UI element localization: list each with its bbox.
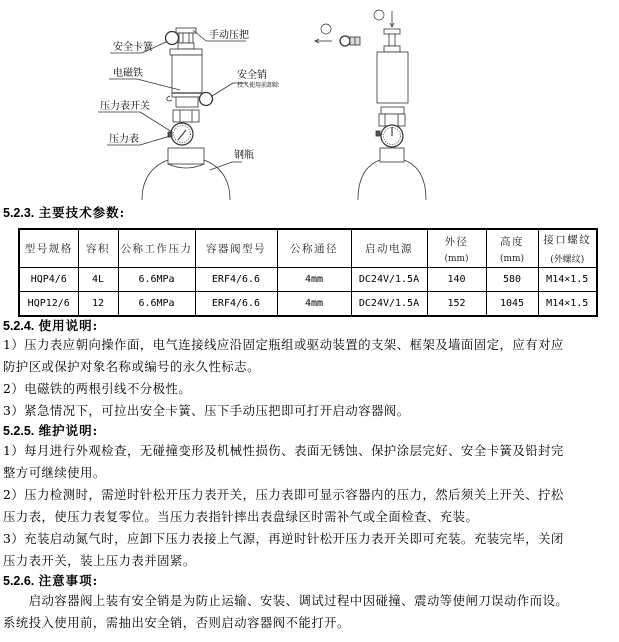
usage-line: 1）压力表应朝向操作面，电气连接线应沿固定瓶组或驱动装置的支架、框架及墙面固定，应有对应 [3,338,564,352]
maintenance-line: 压力表，使压力表复零位。当压力表指针摔出表盘绿区时需补气或全面检查、充装。 [3,510,479,524]
usage-line: 防护区或保护对象名称或编号的永久性标志。 [3,360,260,374]
maintenance-line: 压力表开关，装上压力表并固紧。 [3,554,196,568]
label-safety-pin: 安全销 [237,70,267,81]
section-heading-5-2-3: 5.2.3. 主要技术参数: [3,205,126,220]
label-solenoid: 电磁铁 [113,68,143,79]
valve-diagram [0,0,619,200]
section-heading-5-2-4: 5.2.4. 使用说明: [3,318,99,333]
col-header-model: 型号规格 [19,229,78,268]
notes-line: 系统投入使用前，需抽出安全销，否则启动容器阀不能打开。 [3,616,350,630]
col-header-power: 启动电源 [351,229,427,268]
section-heading-5-2-6: 5.2.6. 注意事项: [3,573,99,588]
left-valve-drawing [98,28,248,200]
spec-table-header [19,229,597,268]
maintenance-line: 2）压力检测时，需逆时针松开压力表开关，压力表即可显示容器内的压力，然后须关上开关、拧松 [3,488,564,502]
label-safety-pin-note: 投入使用前卸除 [237,82,280,89]
section-heading-5-2-5: 5.2.5. 维护说明: [3,423,99,438]
maintenance-line: 3）充装启动氮气时，应卸下压力表接上气源，再逆时针松开压力表开关即可充装。充装完毕，关闭 [3,532,564,546]
col-header-outer-diameter: 外径 (mm) [427,229,486,268]
notes-line: 启动容器阀上装有安全销是为防止运输、安装、调试过程中因碰撞、震动等使闸刀误动作而设。 [3,594,569,608]
table-row: HQP12/6 12 6.6MPa ERF4/6.6 4mm DC24V/1.5A 152 1045 M14×1.5 [19,292,597,317]
label-safety-clip: 安全卡簧 [113,42,153,53]
col-header-height: 高度 (mm) [486,229,538,268]
col-header-pressure: 公称工作压力 [118,229,195,268]
usage-line: 3）紧急情况下，可拉出安全卡簧、压下手动压把即可打开启动容器阀。 [3,404,410,418]
col-header-valve-model: 容器阀型号 [195,229,277,268]
table-row: HQP4/6 4L 6.6MPa ERF4/6.6 4mm DC24V/1.5A 140 580 M14×1.5 [19,268,597,292]
label-pressure-gauge: 压力表 [109,134,139,145]
spec-table [18,228,598,317]
maintenance-line: 整方可继续使用。 [3,466,106,480]
col-header-diameter: 公称通径 [277,229,351,268]
col-header-volume: 容积 [78,229,118,268]
label-gauge-switch: 压力表开关 [100,101,150,112]
right-valve-drawing [315,10,426,200]
label-cylinder: 钢瓶 [234,150,254,161]
valve-assembly-drawing [0,0,619,200]
col-header-thread: 接口螺纹 (外螺纹) [538,229,597,268]
usage-line: 2）电磁铁的两根引线不分极性。 [3,382,192,396]
maintenance-line: 1）每月进行外观检查，无碰撞变形及机械性损伤、表面无锈蚀、保护涂层完好、安全卡簧及铅封完 [3,444,564,458]
label-manual-lever: 手动压把 [209,30,249,41]
